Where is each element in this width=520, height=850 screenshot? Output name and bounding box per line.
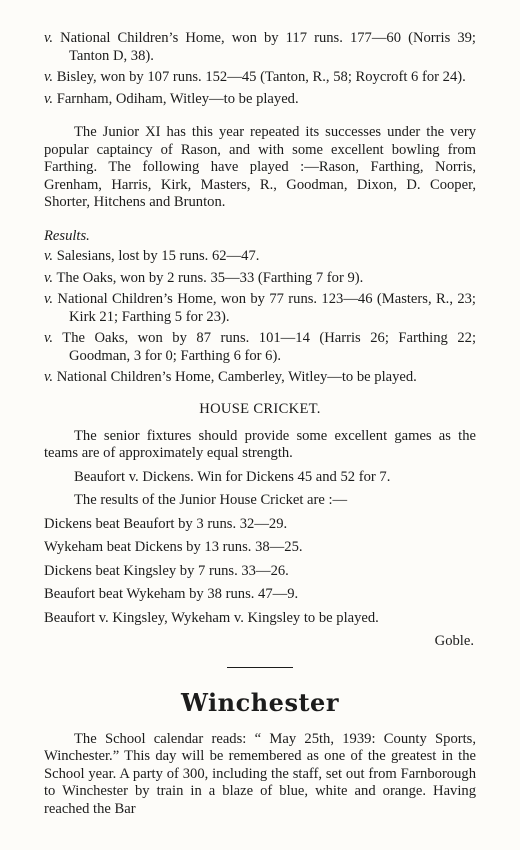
section-divider (227, 667, 293, 668)
section-title-winchester: Winchester (181, 687, 339, 717)
top-entries (44, 30, 476, 108)
junior-house-results (44, 516, 476, 628)
result-the-oaks-1: v. The Oaks, won by 2 runs. 35—33 (Farthing 7 for 9). (44, 269, 364, 286)
results-label: Results. (44, 227, 90, 244)
signature: Goble. (434, 633, 474, 649)
junior-result-line: Beaufort v. Kingsley, Wykeham v. Kingsley to be played. (44, 609, 379, 626)
junior-xi-paragraph: The Junior XI has this year repeated its successes under the very popular captaincy of Rason, and with some excellent bowling from Farthing. The following have played :—Rason, Farthing, Norris, Grenham, Harris, Kirk, Masters, R., Goodman, Dixon, D. Cooper, Shorter, Hitchens and Brunton. (44, 124, 476, 210)
entry-bisley: v. Bisley, won by 107 runs. 152—45 (Tanton, R., 58; Roycroft 6 for 24). (44, 69, 466, 85)
house-cricket-intro: The senior fixtures should provide some excellent games as the teams are of approximately equal strength. (44, 427, 476, 461)
result-national-childrens-home: v. National Children’s Home, won by 77 runs. 123—46 (Masters, R., 23; Kirk 21; Farthing 5 for 23). (44, 291, 476, 325)
junior-result-line: Dickens beat Kingsley by 7 runs. 33—26. (44, 562, 289, 579)
junior-result-line: Wykeham beat Dickens by 13 runs. 38—25. (44, 539, 303, 555)
results-list (44, 248, 476, 387)
house-cricket-heading: HOUSE CRICKET. (199, 400, 321, 417)
senior-result-line: Beaufort v. Dickens. Win for Dickens 45 and 52 for 7. (74, 468, 391, 485)
junior-result-line: Beaufort beat Wykeham by 38 runs. 47—9. (44, 586, 299, 602)
winchester-paragraph: The School calendar reads: “ May 25th, 1939: County Sports, Winchester.” This day will be remembered as one of the greatest in the School year. A party of 300, including the staff, set out from Farnborough to Winchester by train in a blaze of blue, white and orange. Having reached the Bar (44, 730, 476, 817)
result-to-be-played: v. National Children’s Home, Camberley, Witley—to be played. (44, 369, 417, 385)
junior-results-intro: The results of the Junior House Cricket are :— (74, 492, 348, 508)
entry-farnham: v. Farnham, Odiham, Witley—to be played. (44, 90, 299, 107)
result-the-oaks-2: v. The Oaks, won by 87 runs. 101—14 (Harris 26; Farthing 22; Goodman, 3 for 0; Farthing 6 for 6). (44, 330, 476, 364)
entry-national-childrens-home: v. National Children’s Home, won by 117 runs. 177—60 (Norris 39; Tanton D, 38). (44, 30, 476, 64)
junior-result-line: Dickens beat Beaufort by 3 runs. 32—29. (44, 515, 288, 532)
result-salesians: v. Salesians, lost by 15 runs. 62—47. (44, 248, 260, 264)
